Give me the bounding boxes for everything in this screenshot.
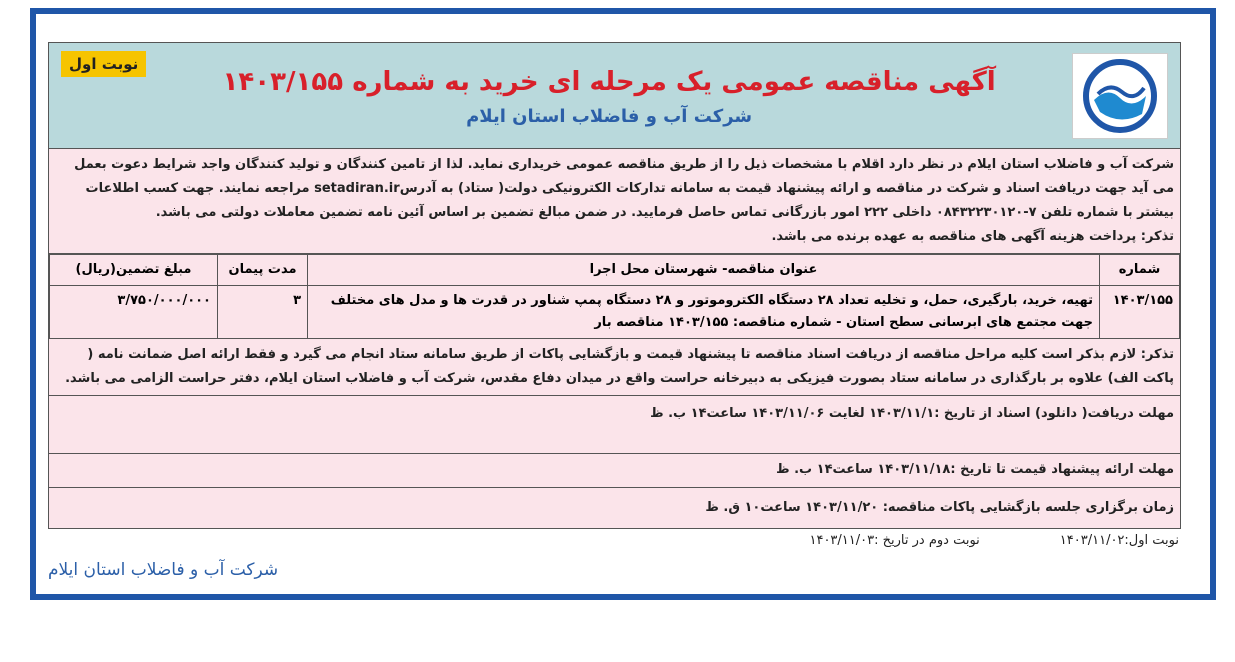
note-section: تذکر: لازم بذکر است کلیه مراحل مناقصه از دریافت اسناد مناقصه تا پیشنهاد قیمت و بازگشایی پاکات از طریق سامانه ستاد انجام می گیرد و فقط ارائه اصل ضمانت نامه ( پاکت الف) علاوه بر بارگذاری در سامانه ستاد بصورت فیزیکی به دبیرخانه حراست واقع در میدان دفاع مقدس، شرکت آب و فاضلاب استان ایلام، دفتر حراست الزامی می باشد.: [49, 339, 1180, 396]
cell-guarantee: ۳/۷۵۰/۰۰۰/۰۰۰: [50, 286, 218, 339]
footer-dates: [48, 529, 1181, 552]
header-titles: [160, 64, 1058, 127]
intro-text: شرکت آب و فاضلاب استان ایلام در نظر دارد اقلام با مشخصات ذیل را از طریق مناقصه عمومی خریداری نماید. لذا از تامین کنندگان و تولید کنندگان واجد شرایط دعوت بعمل می آید جهت دریافت اسناد و شرکت در مناقصه و ارائه پیشنهاد قیمت به سامانه تدارکات الکترونیکی دولت( ستاد) به آدرسsetadiran.ir مراجعه نمایند. جهت کسب اطلاعات بیشتر با شماره تلفن ۷-۰۸۴۳۲۲۳۰۱۲۰ داخلی ۲۲۲ امور بازرگانی تماس حاصل فرمایید. در ضمن مبالغ تضمین بر اساس آئین نامه تضمین معاملات دولتی می باشد.: [74, 157, 1174, 220]
second-round-date: نوبت دوم در تاریخ :۱۴۰۳/۱۱/۰۳: [809, 533, 980, 548]
intro-section: [49, 149, 1180, 254]
header: [49, 43, 1180, 149]
intro-note: تذکر: پرداخت هزینه آگهی های مناقصه به عهده برنده می باشد.: [771, 229, 1174, 244]
round-badge: نوبت اول: [61, 51, 146, 77]
tender-table: [49, 254, 1180, 339]
deadline-download: مهلت دریافت( دانلود) اسناد از تاریخ :۱۴۰۳/۱۱/۱ لغایت ۱۴۰۳/۱۱/۰۶ ساعت۱۴ ب. ظ: [49, 396, 1180, 454]
opening-session: زمان برگزاری جلسه بازگشایی پاکات مناقصه: ۱۴۰۳/۱۱/۲۰ ساعت۱۰ ق. ظ: [49, 488, 1180, 528]
footer-company: شرکت آب و فاضلاب استان ایلام: [48, 560, 279, 580]
page-title: آگهی مناقصه عمومی یک مرحله ای خرید به شماره ۱۴۰۳/۱۵۵: [222, 67, 996, 97]
company-subtitle: شرکت آب و فاضلاب استان ایلام: [466, 106, 753, 127]
cell-number: ۱۴۰۳/۱۵۵: [1100, 286, 1180, 339]
deadline-offer: مهلت ارائه پیشنهاد قیمت تا تاریخ :۱۴۰۳/۱۱/۱۸ ساعت۱۴ ب. ظ: [49, 454, 1180, 488]
notice-frame: [30, 8, 1216, 600]
col-number: شماره: [1100, 255, 1180, 286]
cell-duration: ۳: [218, 286, 308, 339]
table-row: [50, 286, 1180, 339]
table-header-row: [50, 255, 1180, 286]
company-logo: [1072, 53, 1168, 139]
tender-notice: [48, 42, 1181, 529]
col-guarantee: مبلغ تضمین(ریال): [50, 255, 218, 286]
cell-title: تهیه، خرید، بارگیری، حمل، و تخلیه تعداد ۲۸ دستگاه الکتروموتور و ۲۸ دستگاه پمپ شناور در قدرت ها و مدل های مختلف جهت مجتمع های ابرسانی سطح استان - شماره مناقصه: ۱۴۰۳/۱۵۵ مناقصه بار: [308, 286, 1100, 339]
first-round-date: نوبت اول:۱۴۰۳/۱۱/۰۲: [1059, 533, 1179, 548]
col-duration: مدت پیمان: [218, 255, 308, 286]
col-title: عنوان مناقصه- شهرستان محل اجرا: [308, 255, 1100, 286]
